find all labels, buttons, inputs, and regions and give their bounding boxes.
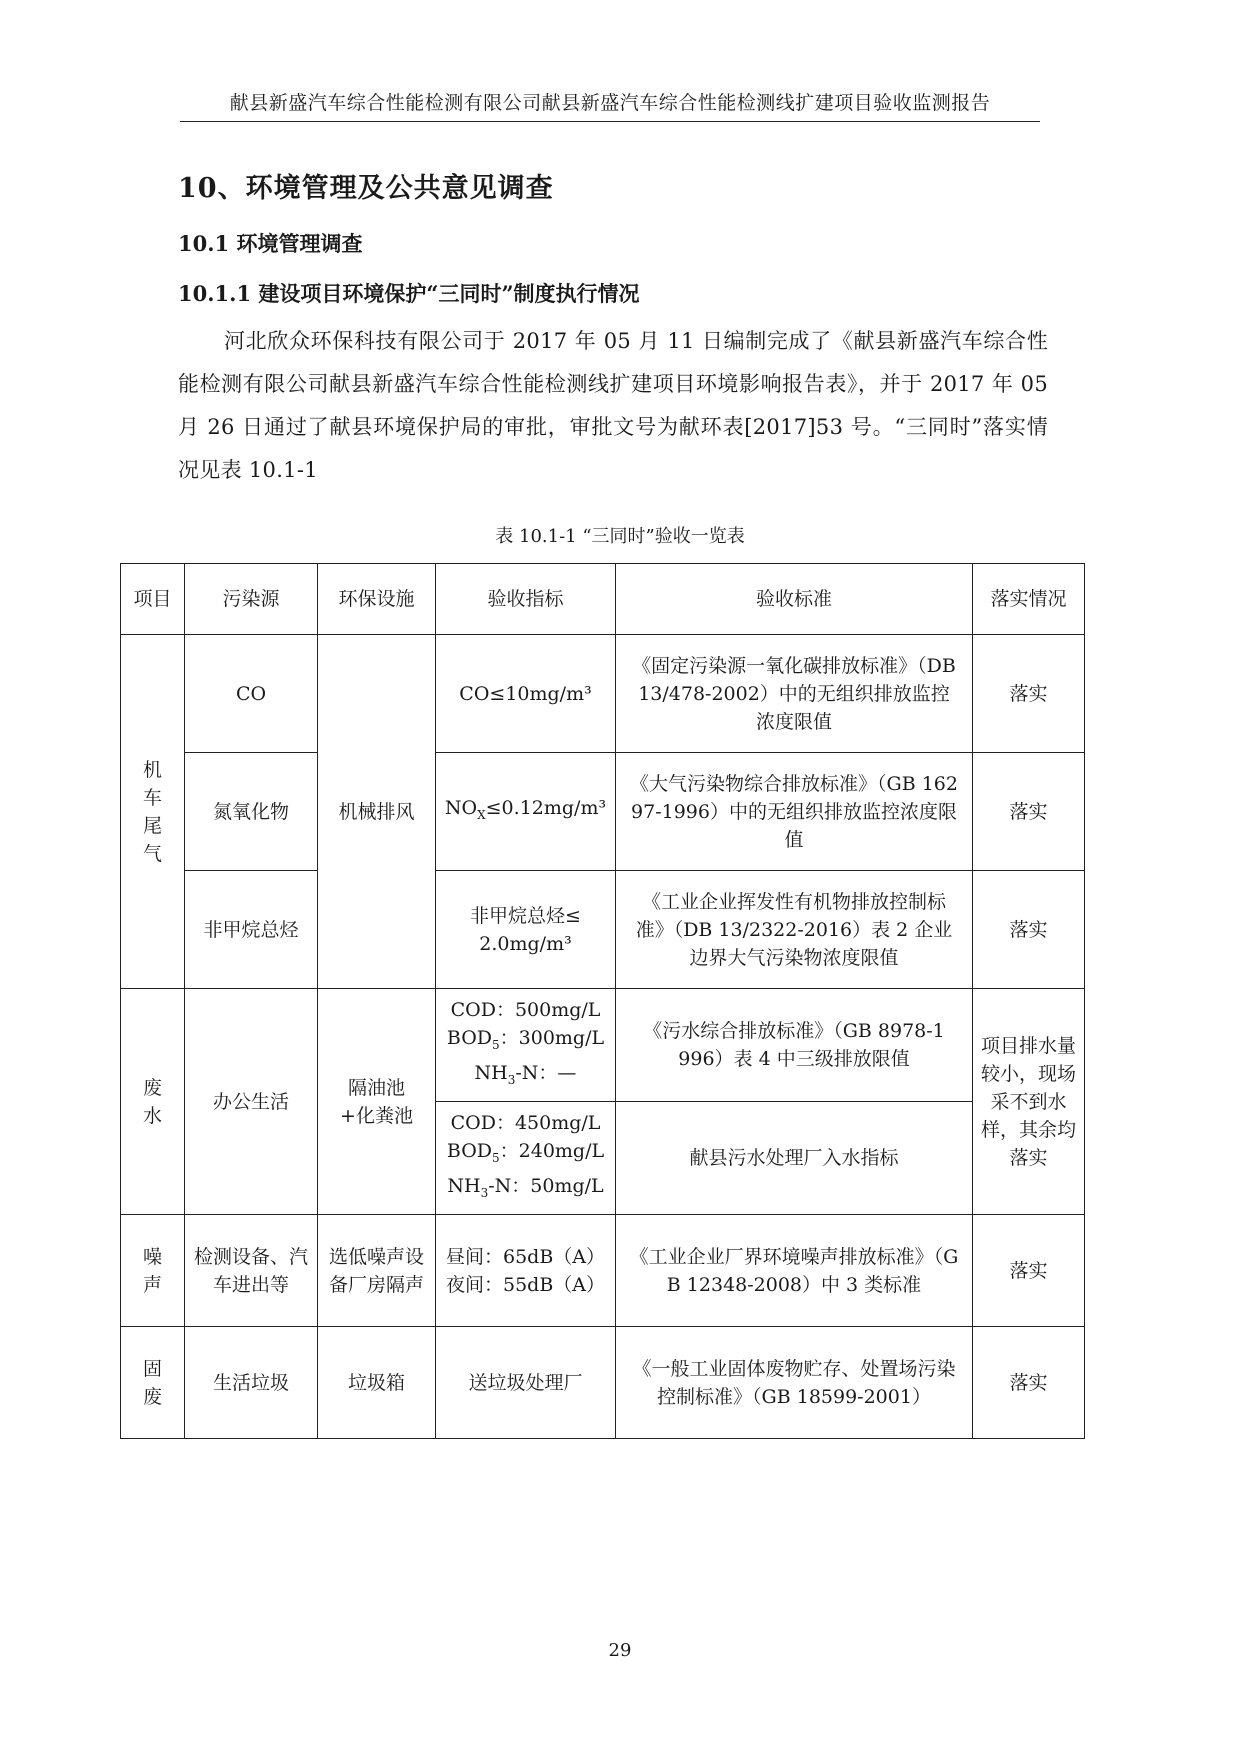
- nox-prefix: NO: [444, 797, 478, 820]
- table-row: [121, 989, 1085, 1102]
- cell-index: 送垃圾处理厂: [436, 1327, 616, 1439]
- group-noise: [121, 1215, 185, 1327]
- nh3n-value: $NH_3-N$：—: [474, 1062, 577, 1087]
- group-wastewater-label: 废水: [142, 1076, 162, 1127]
- table-row: [121, 635, 1085, 753]
- cell-status: 落实: [973, 635, 1085, 753]
- cell-source: 氮氧化物: [185, 753, 318, 871]
- table-header-row: [121, 564, 1085, 635]
- table-row: [121, 871, 1085, 989]
- cell-index: [436, 753, 616, 871]
- group-solid: [121, 1327, 185, 1439]
- cell-standard: 《工业企业厂界环境噪声排放标准》（GB 12348-2008）中 3 类标准: [616, 1215, 973, 1327]
- table-row: [121, 1327, 1085, 1439]
- nox-sub: X: [477, 807, 486, 822]
- cod-value: COD：500mg/L: [450, 999, 601, 1022]
- cell-status: 落实: [973, 871, 1085, 989]
- header-item: 项目: [121, 564, 185, 635]
- cell-index: [436, 1102, 616, 1215]
- cell-source: 办公生活: [185, 989, 318, 1215]
- table-caption: 表 10.1-1 “三同时”验收一览表: [495, 526, 745, 547]
- cod-value: COD：450mg/L: [450, 1112, 601, 1135]
- header-index: 验收指标: [436, 564, 616, 635]
- cell-source: CO: [185, 635, 318, 753]
- cell-status: 落实: [973, 1327, 1085, 1439]
- header-status: 落实情况: [973, 564, 1085, 635]
- header-standard: 验收标准: [616, 564, 973, 635]
- page-number: 29: [608, 1640, 632, 1661]
- cell-standard: 《一般工业固体废物贮存、处置场污染控制标准》（GB 18599-2001）: [616, 1327, 973, 1439]
- group-wastewater: [121, 989, 185, 1215]
- subsubsection-title: 10.1.1 建设项目环境保护“三同时”制度执行情况: [178, 281, 640, 306]
- cell-status: 项目排水量较小，现场采不到水样，其余均落实: [973, 989, 1085, 1215]
- cell-facility: 垃圾箱: [318, 1327, 436, 1439]
- nox-suffix: ≤0.12mg/m³: [485, 797, 607, 820]
- running-header: 献县新盛汽车综合性能检测有限公司献县新盛汽车综合性能检测线扩建项目验收监测报告: [229, 92, 991, 114]
- cell-status: 落实: [973, 1215, 1085, 1327]
- bod-value: $BOD_5$：300mg/L: [446, 1027, 605, 1052]
- bod-value: $BOD_5$：240mg/L: [446, 1140, 605, 1165]
- group-solid-label: 固废: [142, 1357, 162, 1408]
- cell-index: [436, 1215, 616, 1327]
- cell-source: 检测设备、汽车进出等: [185, 1215, 318, 1327]
- cell-index: [436, 989, 616, 1102]
- table-row: [121, 1215, 1085, 1327]
- three-simultaneous-table: [120, 563, 1085, 1439]
- cell-source: 非甲烷总烃: [185, 871, 318, 989]
- cell-standard: 《工业企业挥发性有机物排放控制标准》（DB 13/2322-2016）表 2 企业边界大气污染物浓度限值: [616, 871, 973, 989]
- nh3n-value: $NH_3-N$：50mg/L: [447, 1175, 604, 1200]
- cell-standard: 献县污水处理厂入水指标: [616, 1102, 973, 1215]
- section-title: 10、环境管理及公共意见调查: [178, 173, 554, 204]
- cell-standard: 《固定污染源一氧化碳排放标准》（DB 13/478-2002）中的无组织排放监控浓度限值: [616, 635, 973, 753]
- cell-index: CO≤10mg/m³: [436, 635, 616, 753]
- header-facility: 环保设施: [318, 564, 436, 635]
- subsection-title: 10.1 环境管理调查: [178, 231, 363, 256]
- header-source: 污染源: [185, 564, 318, 635]
- group-exhaust: [121, 635, 185, 989]
- group-exhaust-label: 机车尾气: [142, 758, 162, 865]
- cell-standard: 《污水综合排放标准》（GB 8978-1996）表 4 中三级排放限值: [616, 989, 973, 1102]
- cell-standard: 《大气污染物综合排放标准》（GB 16297-1996）中的无组织排放监控浓度限值: [616, 753, 973, 871]
- cell-index: 非甲烷总烃≤2.0mg/m³: [436, 871, 616, 989]
- group-noise-label: 噪声: [142, 1245, 162, 1296]
- cell-facility: 隔油池+化粪池: [318, 989, 436, 1215]
- cell-source: 生活垃圾: [185, 1327, 318, 1439]
- noise-night: 夜间：55dB（A）: [445, 1273, 606, 1296]
- table-row: [121, 753, 1085, 871]
- cell-status: 落实: [973, 753, 1085, 871]
- body-paragraph: 河北欣众环保科技有限公司于 2017 年 05 月 11 日编制完成了《献县新盛汽车综合性能检测有限公司献县新盛汽车综合性能检测线扩建项目环境影响报告表》，并于 2017 年 05 月 26 日通过了献县环境保护局的审批，审批文号为献环表[2017]53 号。“三同时”落实情况见表 10.1-1: [178, 329, 1048, 482]
- noise-day: 昼间：65dB（A）: [445, 1245, 606, 1268]
- header-rule: [180, 121, 1040, 122]
- cell-facility: 选低噪声设备厂房隔声: [318, 1215, 436, 1327]
- cell-facility: 机械排风: [318, 635, 436, 989]
